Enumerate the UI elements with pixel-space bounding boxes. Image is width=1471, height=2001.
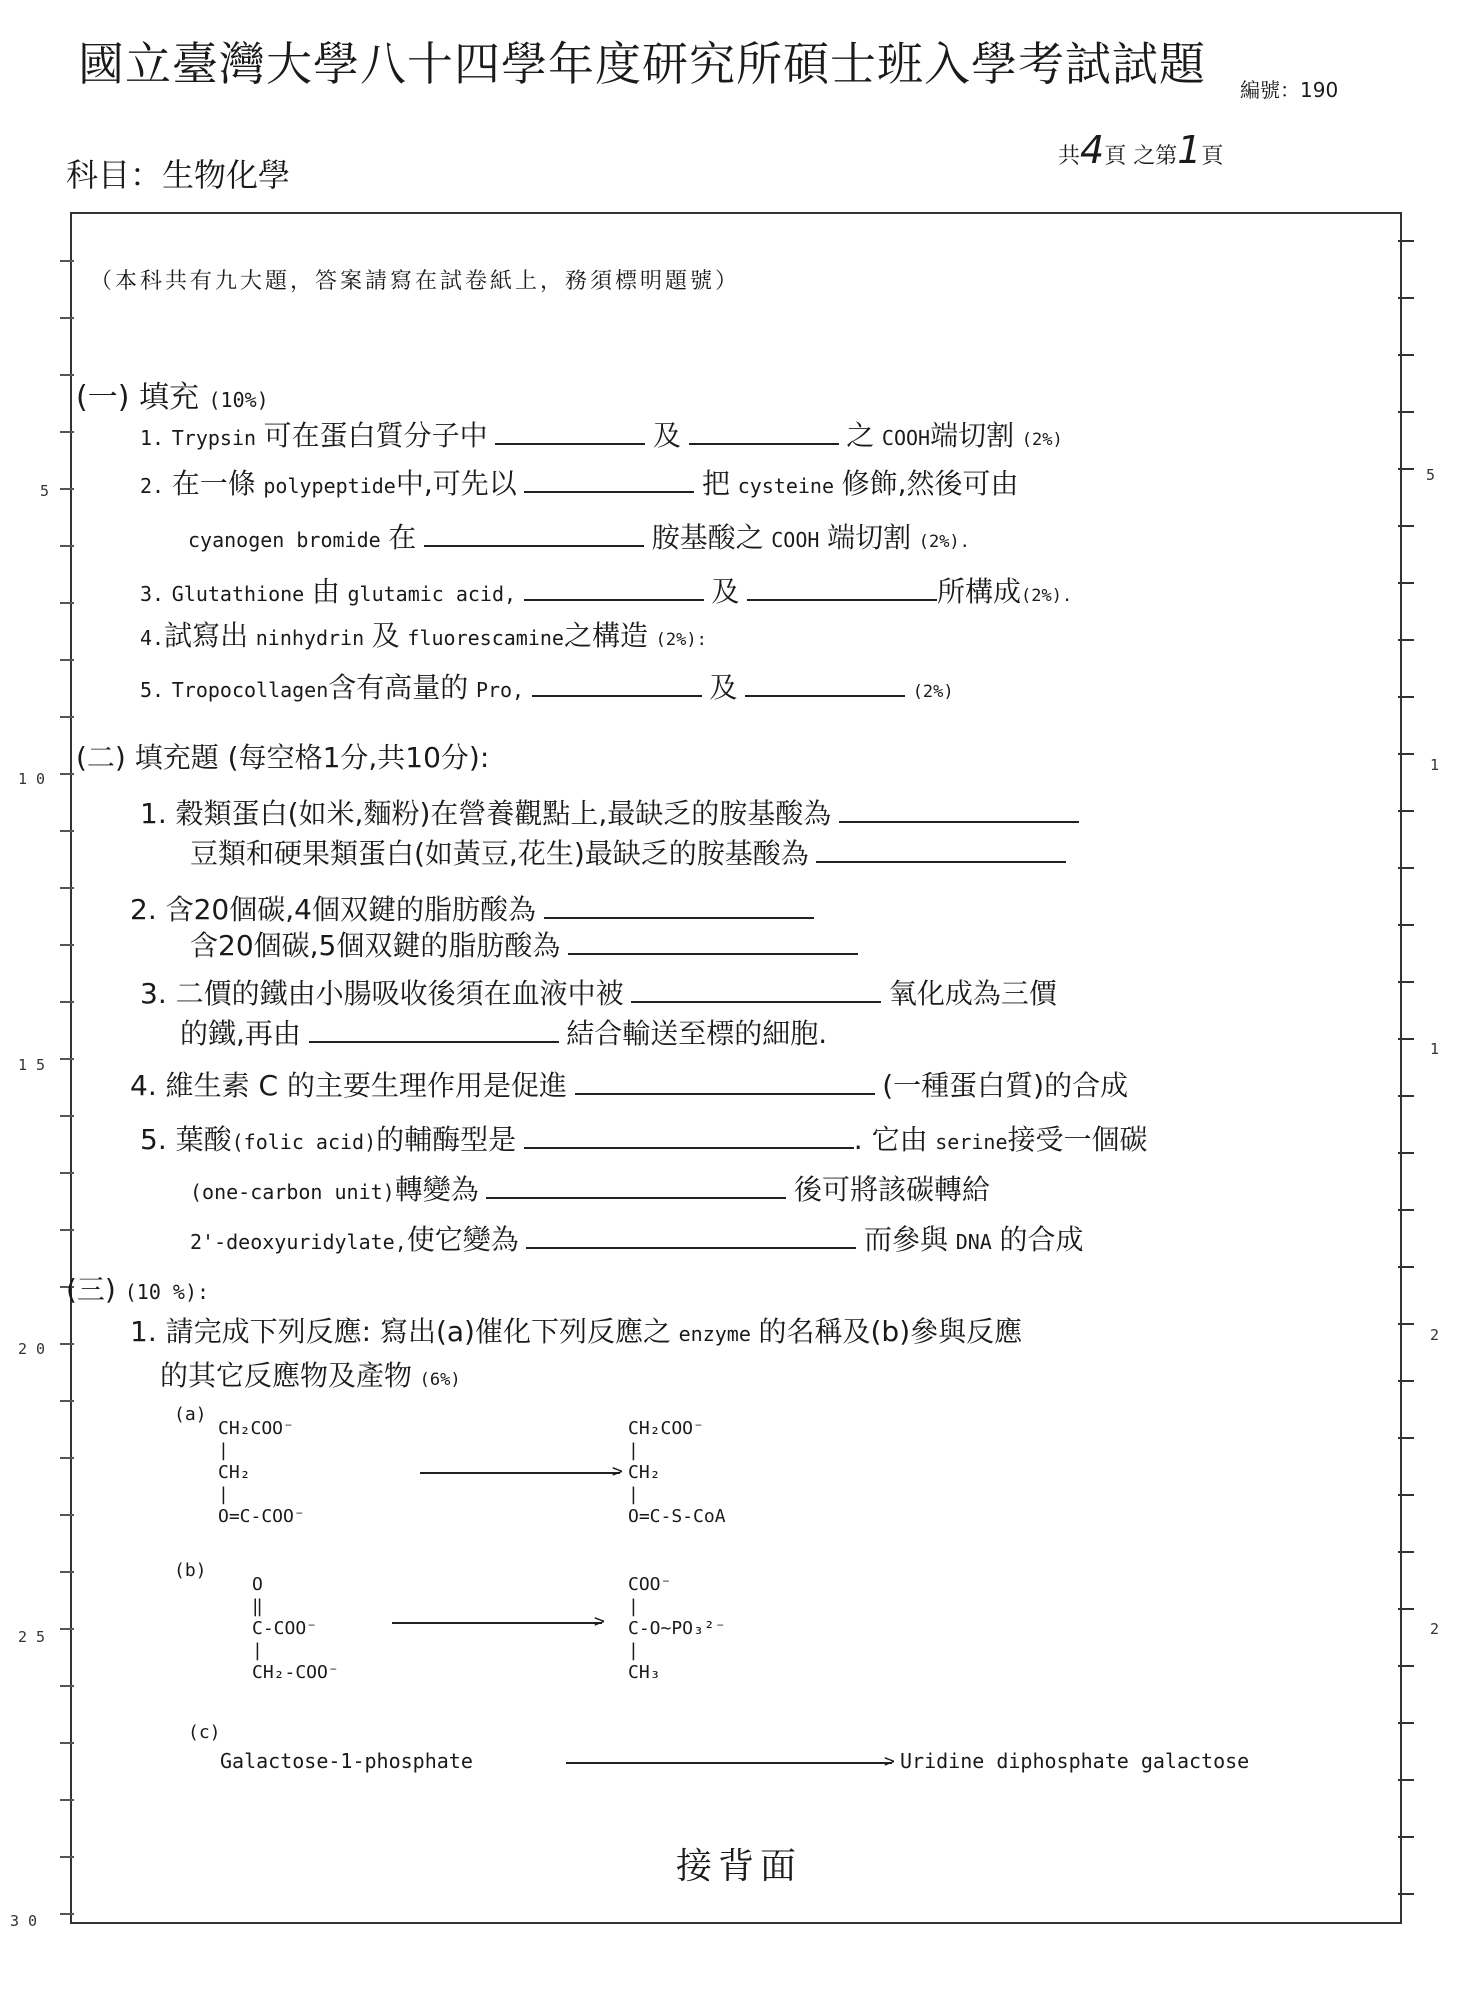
margin-tick-left: [60, 431, 74, 433]
question-2-1b: 豆類和硬果類蛋白(如黃豆,花生)最缺乏的胺基酸為: [190, 832, 1066, 872]
page-indicator: 共4頁 之第1頁: [1058, 128, 1224, 172]
answer-blank[interactable]: [689, 421, 839, 445]
reaction-c-label: (c): [188, 1722, 221, 1743]
margin-tick-left: [60, 602, 74, 604]
margin-tick-right: [1398, 1323, 1414, 1325]
margin-tick-left: [60, 1229, 74, 1231]
answer-blank[interactable]: [424, 523, 644, 547]
margin-tick-left: [60, 374, 74, 376]
subject-label: 科目：生物化學: [66, 156, 291, 194]
margin-tick-right: [1398, 297, 1414, 299]
margin-tick-right: [1398, 867, 1414, 869]
answer-blank[interactable]: [631, 979, 881, 1003]
margin-number-right: 5: [1426, 466, 1436, 484]
margin-tick-right: [1398, 525, 1414, 527]
margin-tick-right: [1398, 1380, 1414, 1382]
margin-tick-left: [60, 659, 74, 661]
margin-tick-left: [60, 1514, 74, 1516]
margin-tick-left: [60, 1001, 74, 1003]
margin-tick-right: [1398, 468, 1414, 470]
answer-blank[interactable]: [524, 1125, 854, 1149]
margin-tick-left: [60, 1457, 74, 1459]
margin-tick-left: [60, 545, 74, 547]
reaction-a-reactant: CH₂COO⁻ | CH₂ | O=C-COO⁻: [218, 1418, 305, 1527]
continue-on-back: 接背面: [676, 1846, 803, 1887]
question-2-2b: 含20個碳,5個双鍵的脂肪酸為: [190, 924, 858, 964]
margin-tick-right: [1398, 354, 1414, 356]
margin-tick-left: [60, 1058, 74, 1060]
margin-number-left: 1 0: [18, 770, 46, 788]
reaction-a-product: CH₂COO⁻ | CH₂ | O=C-S-CoA: [628, 1418, 726, 1527]
answer-blank[interactable]: [575, 1071, 875, 1095]
reaction-c-reactant: Galactose-1-phosphate: [220, 1749, 473, 1773]
margin-tick-left: [60, 1343, 74, 1345]
margin-tick-left: [60, 1571, 74, 1573]
answer-blank[interactable]: [486, 1175, 786, 1199]
margin-tick-right: [1398, 1608, 1414, 1610]
answer-blank[interactable]: [568, 931, 858, 955]
question-1-2-continued: cyanogen bromide 在 胺基酸之 COOH 端切割 (2%).: [188, 521, 970, 554]
margin-tick-right: [1398, 582, 1414, 584]
answer-blank[interactable]: [524, 577, 704, 601]
margin-number-left: 5: [40, 482, 50, 500]
margin-number-left: 2 5: [18, 1628, 46, 1646]
question-1-1: 1. Trypsin 可在蛋白質分子中 及 之 COOH端切割 (2%): [140, 419, 1063, 452]
instructions: （本科共有九大題，答案請寫在試卷紙上，務須標明題號）: [90, 269, 741, 294]
arrowhead-icon: >: [594, 1611, 605, 1632]
question-2-5c: 2'-deoxyuridylate,使它變為 而參與 DNA 的合成: [190, 1223, 1084, 1256]
reaction-c-arrow: [566, 1762, 892, 1764]
margin-number-right: 1: [1430, 1040, 1440, 1058]
question-1-4: 4.試寫出 ninhydrin 及 fluorescamine之構造 (2%):: [140, 619, 707, 652]
answer-blank[interactable]: [526, 1225, 856, 1249]
margin-tick-right: [1398, 924, 1414, 926]
margin-tick-right: [1398, 696, 1414, 698]
margin-tick-left: [60, 1400, 74, 1402]
margin-tick-left: [60, 1115, 74, 1117]
margin-tick-right: [1398, 1494, 1414, 1496]
answer-blank[interactable]: [532, 673, 702, 697]
margin-tick-right: [1398, 240, 1414, 242]
margin-tick-right: [1398, 810, 1414, 812]
question-2-3a: 3. 二價的鐵由小腸吸收後須在血液中被 氧化成為三價: [140, 977, 1057, 1010]
answer-blank[interactable]: [524, 469, 694, 493]
margin-tick-right: [1398, 981, 1414, 983]
question-2-2a: 2. 含20個碳,4個双鍵的脂肪酸為: [130, 888, 814, 928]
reaction-a-label: (a): [174, 1404, 207, 1425]
reaction-b-arrow: [392, 1622, 602, 1624]
question-2-4: 4. 維生素 C 的主要生理作用是促進 (一種蛋白質)的合成: [130, 1069, 1129, 1102]
question-2-1a: 1. 穀類蛋白(如米,麵粉)在營養觀點上,最缺乏的胺基酸為: [140, 792, 1079, 832]
margin-tick-right: [1398, 1038, 1414, 1040]
question-2-5b: (one-carbon unit)轉變為 後可將該碳轉給: [190, 1173, 991, 1206]
margin-tick-right: [1398, 1266, 1414, 1268]
margin-tick-right: [1398, 1152, 1414, 1154]
margin-tick-left: [60, 1172, 74, 1174]
arrowhead-icon: >: [884, 1751, 895, 1772]
section-2-heading: (二) 填充題 (每空格1分,共10分):: [76, 741, 490, 774]
margin-number-right: 2: [1430, 1620, 1440, 1638]
reaction-b-label: (b): [174, 1560, 207, 1581]
margin-tick-left: [60, 1856, 74, 1858]
margin-tick-right: [1398, 1836, 1414, 1838]
margin-tick-right: [1398, 1722, 1414, 1724]
margin-number-right: 2: [1430, 1326, 1440, 1344]
question-3-1a: 1. 請完成下列反應: 寫出(a)催化下列反應之 enzyme 的名稱及(b)參與反應: [130, 1315, 1023, 1348]
margin-tick-right: [1398, 1665, 1414, 1667]
margin-tick-left: [60, 1628, 74, 1630]
margin-tick-right: [1398, 411, 1414, 413]
margin-tick-left: [60, 317, 74, 319]
margin-tick-left: [60, 944, 74, 946]
question-3-1b: 的其它反應物及產物 (6%): [160, 1359, 461, 1392]
section-3-heading: (三) (10 %):: [66, 1273, 210, 1306]
margin-tick-left: [60, 1913, 74, 1915]
margin-tick-left: [60, 887, 74, 889]
margin-tick-left: [60, 1799, 74, 1801]
reaction-b-reactant: O ‖ C-COO⁻ | CH₂-COO⁻: [252, 1574, 339, 1683]
margin-tick-right: [1398, 1095, 1414, 1097]
reaction-a-arrow: [420, 1472, 620, 1474]
reaction-c-product: Uridine diphosphate galactose: [900, 1749, 1250, 1773]
margin-tick-right: [1398, 1893, 1414, 1895]
margin-tick-right: [1398, 1779, 1414, 1781]
margin-number-left: 3 0: [10, 1912, 38, 1930]
margin-tick-left: [60, 488, 74, 490]
margin-tick-right: [1398, 1437, 1414, 1439]
reaction-b-product: COO⁻ | C-O~PO₃²⁻ | CH₃: [628, 1574, 726, 1683]
margin-tick-left: [60, 716, 74, 718]
answer-blank[interactable]: [839, 799, 1079, 823]
margin-tick-left: [60, 773, 74, 775]
question-2-3b: 的鐵,再由 結合輸送至標的細胞.: [180, 1017, 828, 1050]
margin-tick-left: [60, 260, 74, 262]
margin-number-left: 2 0: [18, 1340, 46, 1358]
margin-number-right: 1: [1430, 756, 1440, 774]
answer-blank[interactable]: [495, 421, 645, 445]
question-1-3: 3. Glutathione 由 glutamic acid, 及 所構成(2%).: [140, 575, 1073, 608]
serial-number: 編號：190: [1240, 78, 1339, 102]
margin-tick-right: [1398, 753, 1414, 755]
question-2-5a: 5. 葉酸(folic acid)的輔酶型是 . 它由 serine接受一個碳: [140, 1123, 1148, 1156]
exam-title: 國立臺灣大學八十四學年度研究所碩士班入學考試試題: [78, 37, 1206, 91]
margin-tick-left: [60, 830, 74, 832]
answer-blank[interactable]: [816, 839, 1066, 863]
margin-tick-right: [1398, 1209, 1414, 1211]
margin-tick-left: [60, 1742, 74, 1744]
arrowhead-icon: >: [612, 1461, 623, 1482]
answer-blank[interactable]: [544, 895, 814, 919]
margin-tick-right: [1398, 639, 1414, 641]
question-1-5: 5. Tropocollagen含有高量的 Pro, 及 (2%): [140, 671, 954, 704]
answer-blank[interactable]: [747, 577, 937, 601]
answer-blank[interactable]: [745, 673, 905, 697]
margin-tick-left: [60, 1685, 74, 1687]
margin-number-left: 1 5: [18, 1056, 46, 1074]
margin-tick-right: [1398, 1551, 1414, 1553]
question-1-2: 2. 在一條 polypeptide中,可先以 把 cysteine 修飾,然後可由: [140, 467, 1019, 500]
answer-blank[interactable]: [309, 1019, 559, 1043]
section-1-heading: (一) 填充 (10%): [76, 380, 269, 415]
